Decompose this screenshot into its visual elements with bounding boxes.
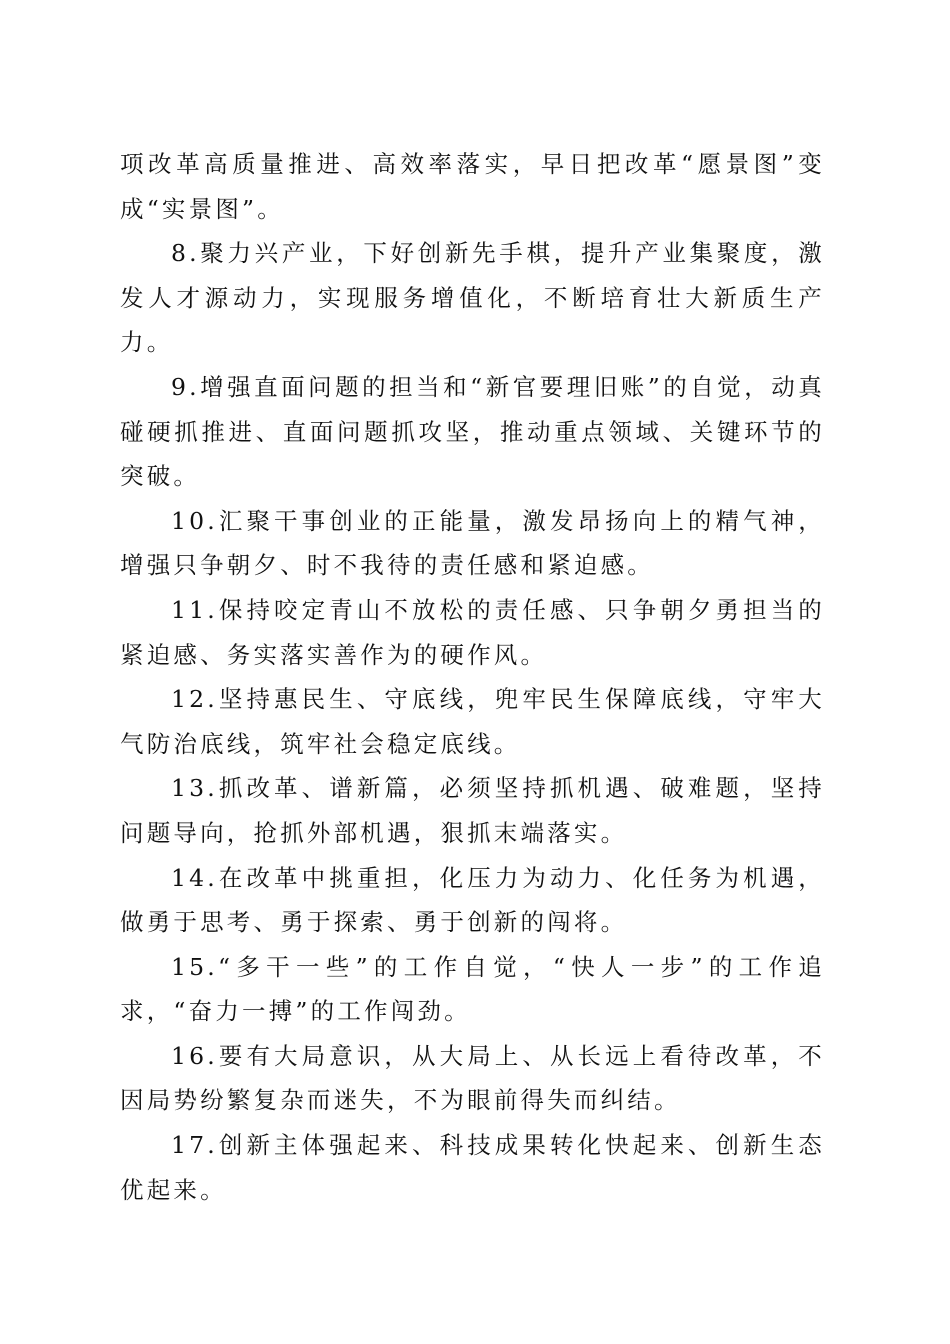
document-body <box>120 142 825 1212</box>
paragraph-item-14: 14.在改革中挑重担，化压力为动力、化任务为机遇，做勇于思考、勇于探索、勇于创新的闯将。 <box>120 863 825 937</box>
paragraph-continuation: 项改革高质量推进、高效率落实，早日把改革“愿景图”变成“实景图”。 <box>120 150 825 223</box>
paragraph-item-12: 12.坚持惠民生、守底线，兜牢民生保障底线，守牢大气防治底线，筑牢社会稳定底线。 <box>120 685 825 758</box>
paragraph-item-11: 11.保持咬定青山不放松的责任感、只争朝夕勇担当的紧迫感、务实落实善作为的硬作风。 <box>120 595 825 669</box>
paragraph-item-17: 17.创新主体强起来、科技成果转化快起来、创新生态优起来。 <box>120 1131 825 1204</box>
paragraph-item-15: 15.“多干一些”的工作自觉，“快人一步”的工作追求，“奋力一搏”的工作闯劲。 <box>120 952 825 1026</box>
paragraph-item-13: 13.抓改革、谱新篇，必须坚持抓机遇、破难题，坚持问题导向，抢抓外部机遇，狠抓末端落实。 <box>120 774 825 847</box>
paragraph-item-16: 16.要有大局意识，从大局上、从长远上看待改革，不因局势纷繁复杂而迷失，不为眼前得失而纠结。 <box>120 1041 825 1115</box>
paragraph-item-10: 10.汇聚干事创业的正能量，激发昂扬向上的精气神，增强只争朝夕、时不我待的责任感和紧迫感。 <box>120 506 825 580</box>
paragraph-item-8: 8.聚力兴产业，下好创新先手棋，提升产业集聚度，激发人才源动力，实现服务增值化，不断培育壮大新质生产力。 <box>120 239 825 357</box>
paragraph-item-9: 9.增强直面问题的担当和“新官要理旧账”的自觉，动真碰硬抓推进、直面问题抓攻坚，推动重点领域、关键环节的突破。 <box>120 372 825 491</box>
